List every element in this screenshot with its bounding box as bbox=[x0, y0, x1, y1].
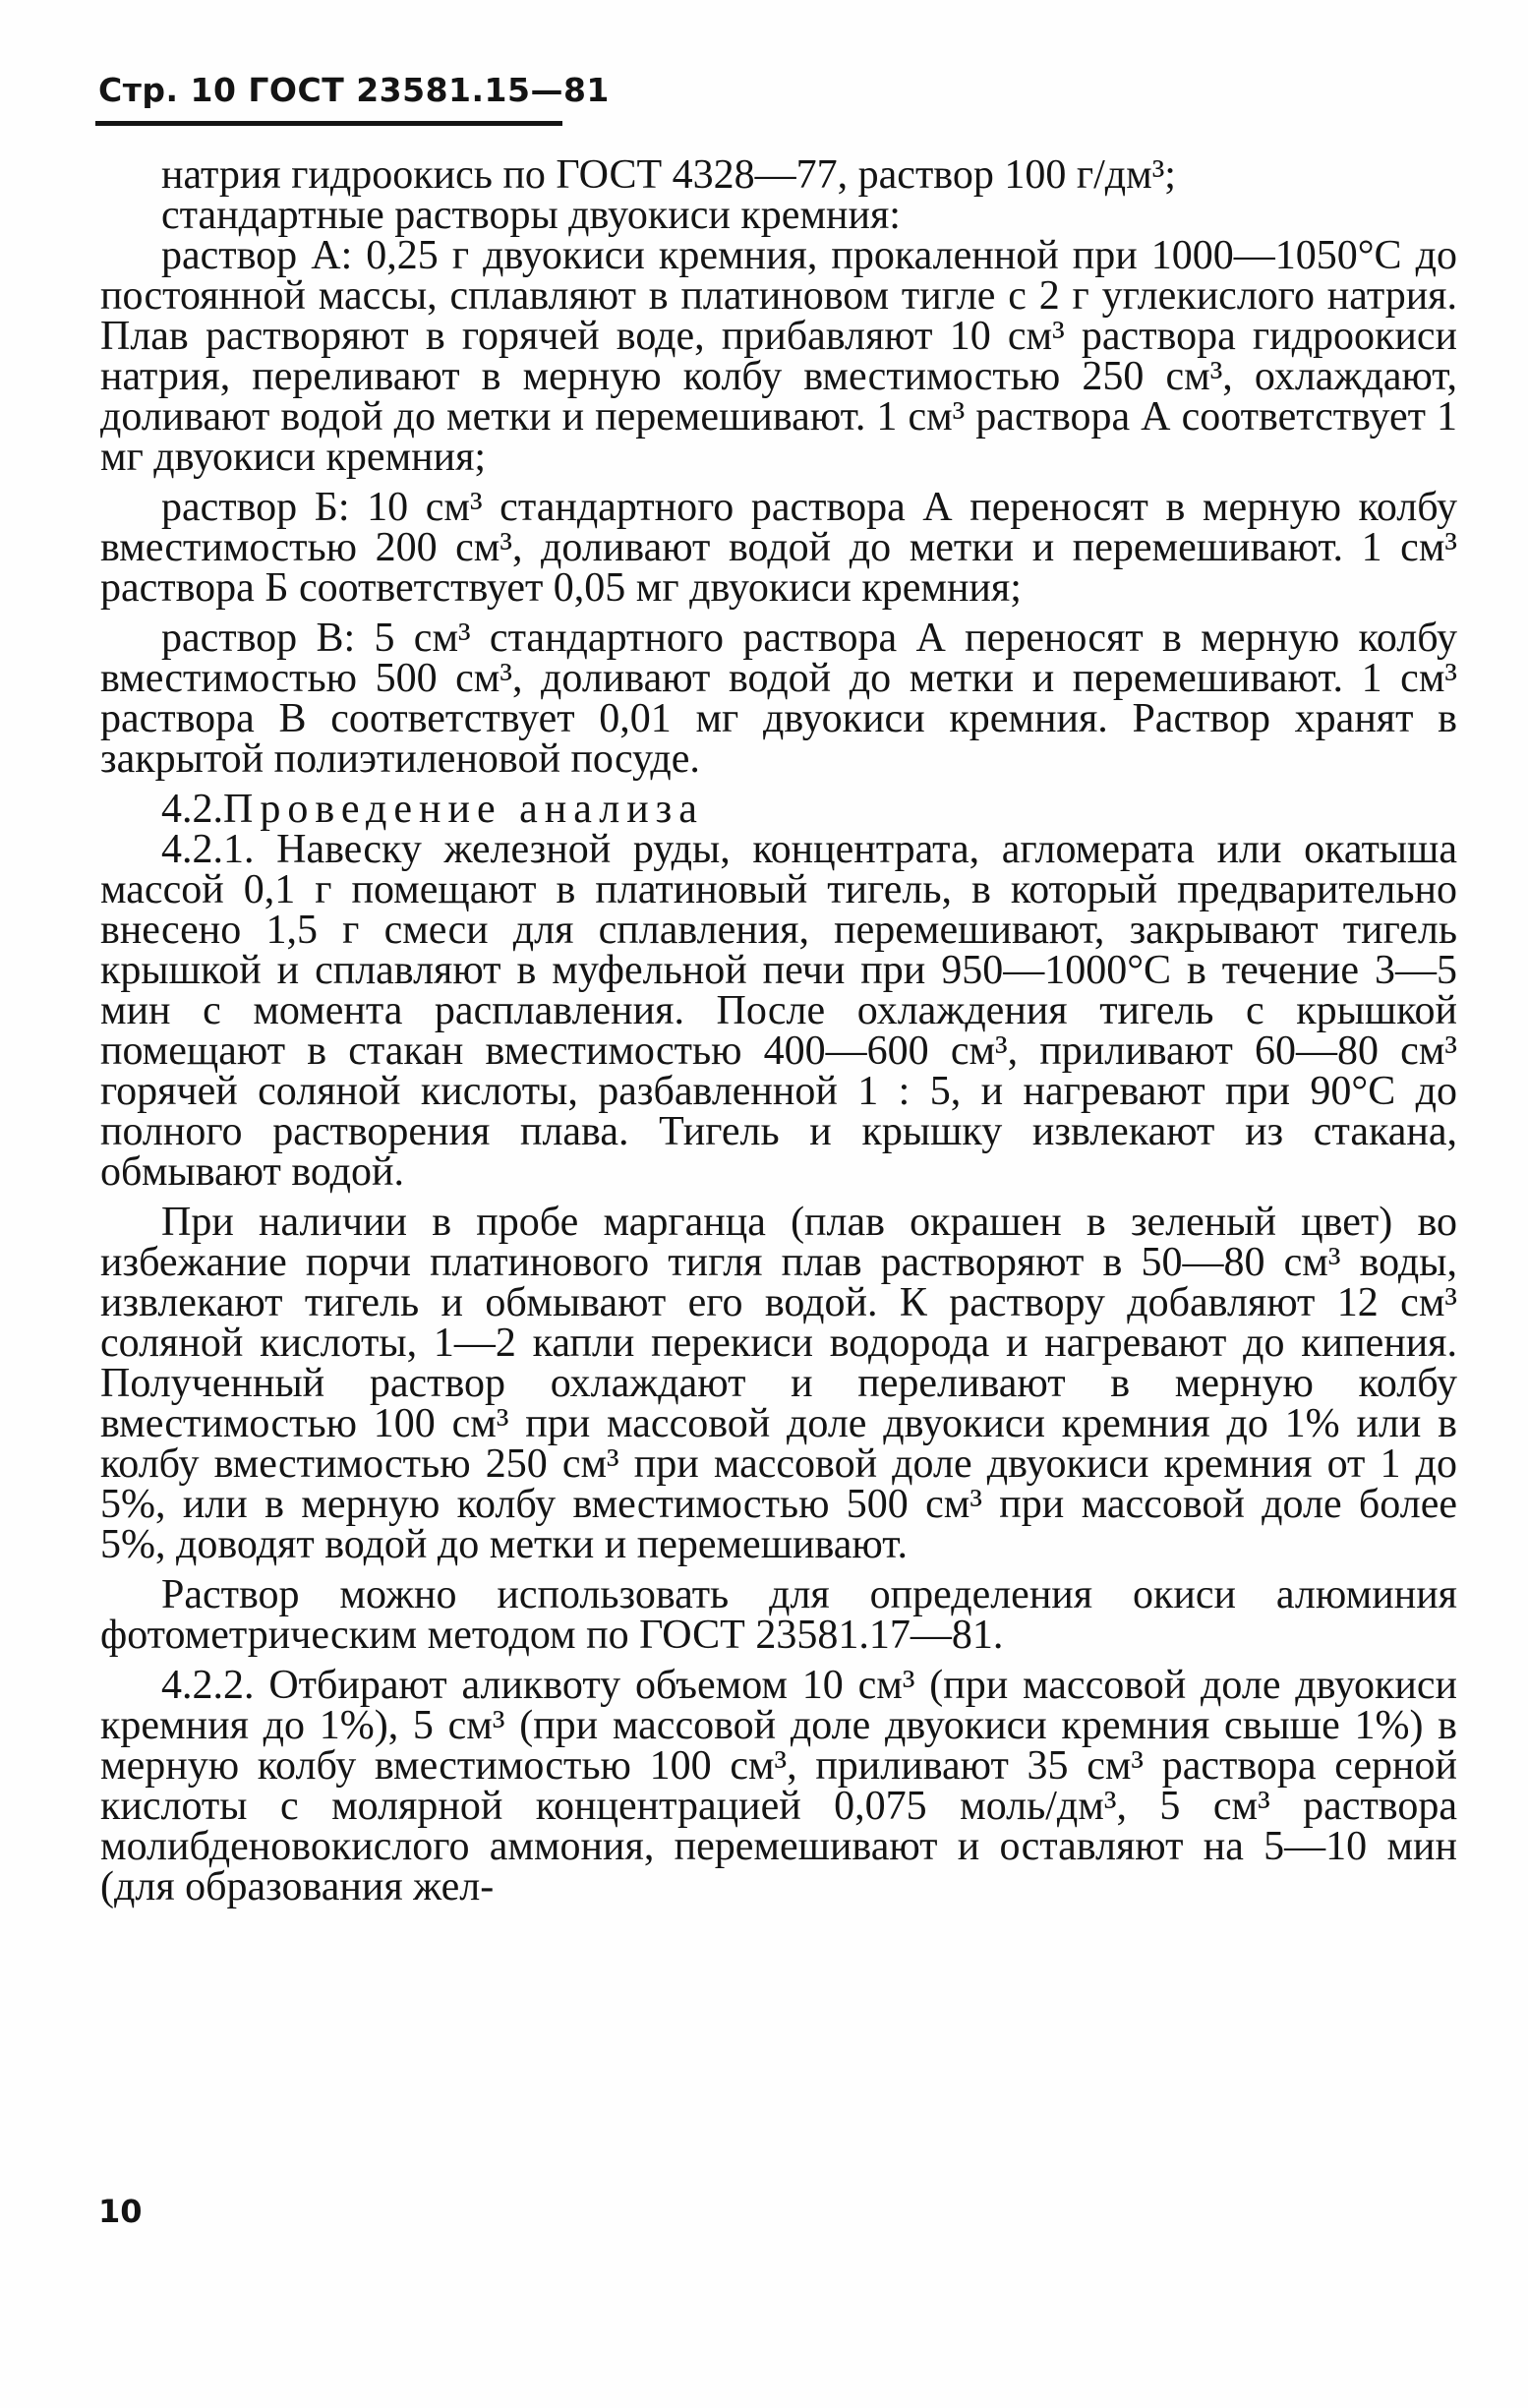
paragraph-sodium-hydroxide: натрия гидроокись по ГОСТ 4328—77, раствор 100 г/дм³; bbox=[161, 152, 1176, 198]
section-heading bbox=[100, 787, 1457, 832]
paragraph-solution-b: раствор Б: 10 см³ стандартного раствора А переносят в мерную колбу вместимостью 200 см³, доливают водой до метки и перемешивают. 1 см³ раствора Б соответствует 0,05 мг двуокиси кремния; bbox=[100, 485, 1457, 611]
paragraph-standard-solutions: стандартные растворы двуокиси кремния: bbox=[161, 193, 901, 238]
paragraph-4-2-1: 4.2.1. Навеску железной руды, концентрата, агломерата или окатыша массой 0,1 г помещают в платиновый тигель, в который предварительно внесено 1,5 г смеси для сплавления, перемешивают, закрывают тигель крышкой и сплавляют в муфельной печи при 950—1000°С в течение 3—5 мин с момента расплавления. После охлаждения тигель с крышкой помещают в стакан вместимостью 400—600 см³, приливают 60—80 см³ горячей соляной кислоты, разбавленной 1 : 5, и нагревают при 90°С до полного растворения плава. Тигель и крышку извлекают из стакана, обмывают водой. bbox=[100, 827, 1457, 1195]
page-header: Стр. 10 ГОСТ 23581.15—81 bbox=[98, 71, 610, 109]
page-number: 10 bbox=[98, 2193, 143, 2230]
paragraph-solution-v: раствор В: 5 см³ стандартного раствора А переносят в мерную колбу вместимостью 500 см³, доливают водой до метки и перемешивают. 1 см³ раствора В соответствует 0,01 мг двуокиси кремния. Раствор хранят в закрытой полиэтиленовой посуде. bbox=[100, 616, 1457, 782]
section-title: Проведение анализа bbox=[223, 787, 704, 832]
section-number: 4.2. bbox=[161, 787, 223, 832]
document-body bbox=[100, 152, 1457, 1909]
header-rule bbox=[95, 121, 562, 126]
paragraph-alumina-reference: Раствор можно использовать для определения окиси алюминия фотометрическим методом по ГОСТ 23581.17—81. bbox=[100, 1572, 1457, 1658]
paragraph-solution-a: раствор А: 0,25 г двуокиси кремния, прокаленной при 1000—1050°С до постоянной массы, сплавляют в платиновом тигле с 2 г углекислого натрия. Плав растворяют в горячей воде, прибавляют 10 см³ раствора гидроокиси натрия, переливают в мерную колбу вместимостью 250 см³, охлаждают, доливают водой до метки и перемешивают. 1 см³ раствора А соответствует 1 мг двуокиси кремния; bbox=[100, 233, 1457, 480]
paragraph-manganese: При наличии в пробе марганца (плав окрашен в зеленый цвет) во избежание порчи платинового тигля плав растворяют в 50—80 см³ воды, извлекают тигель и обмывают его водой. К раствору добавляют 12 см³ соляной кислоты, 1—2 капли перекиси водорода и нагревают до кипения. Полученный раствор охлаждают и переливают в мерную колбу вместимостью 100 см³ при массовой доле двуокиси кремния до 1% или в колбу вместимостью 250 см³ при массовой доле двуокиси кремния от 1 до 5%, или в мерную колбу вместимостью 500 см³ при массовой доле более 5%, доводят водой до метки и перемешивают. bbox=[100, 1200, 1457, 1567]
paragraph-4-2-2: 4.2.2. Отбирают аликвоту объемом 10 см³ (при массовой доле двуокиси кремния до 1%), 5 см³ (при массовой доле двуокиси кремния свыше 1%) в мерную колбу вместимостью 100 см³, приливают 35 см³ раствора серной кислоты с молярной концентрацией 0,075 моль/дм³, 5 см³ раствора молибденовокислого аммония, перемешивают и оставляют на 5—10 мин (для образования жел- bbox=[100, 1663, 1457, 1909]
